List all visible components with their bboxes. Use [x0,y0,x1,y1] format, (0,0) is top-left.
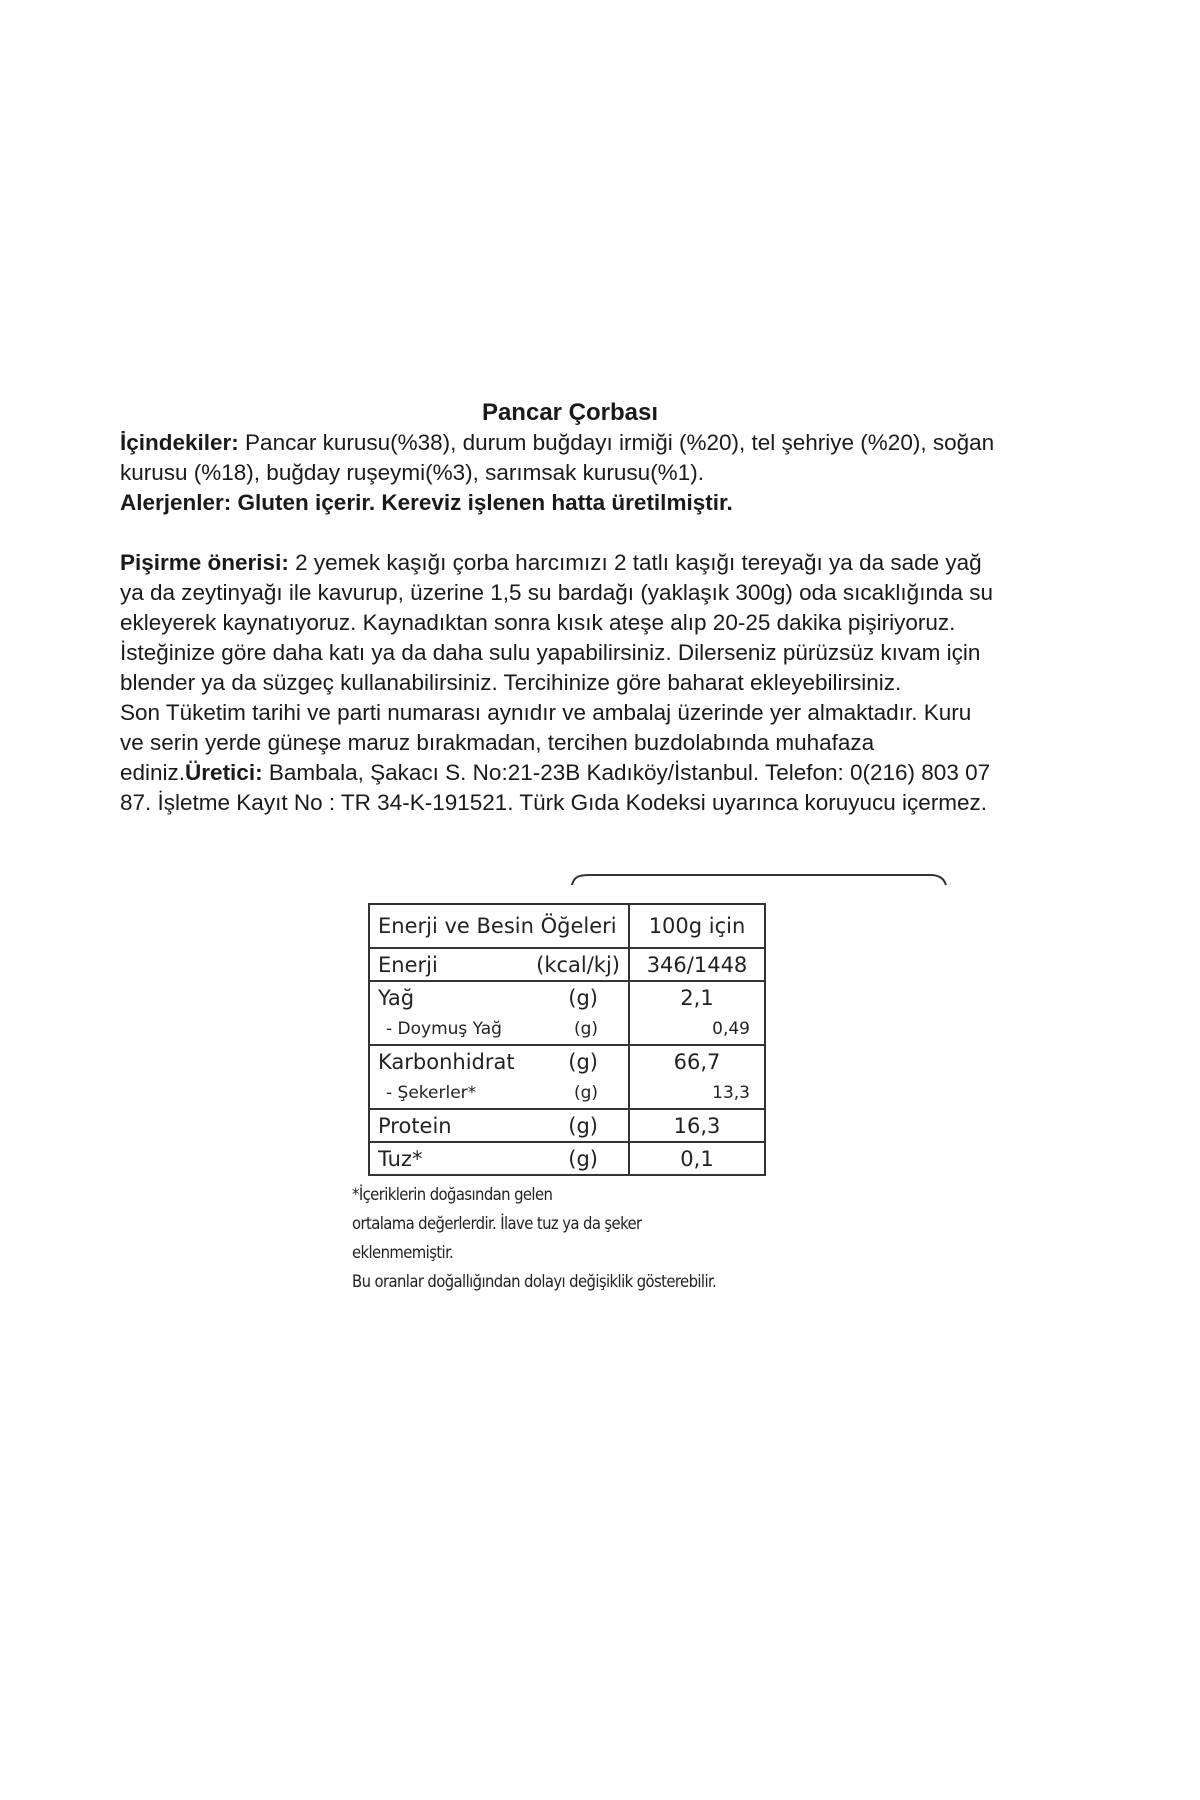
storage-text: Son Tüketim tarihi ve parti numarası aynıdır ve ambalaj üzerinde yer almaktadır. Kuru ve serin yerde güneşe maruz bırakmadan, tercihen buzdolabında muhafaza ediniz. [120,700,972,785]
nutrition-row: Karbonhidrat (g) 66,7 [369,1045,765,1077]
nutrition-row: Tuz* (g) 0,1 [369,1142,765,1175]
cooking-text: 2 yemek kaşığı çorba harcımızı 2 tatlı kaşığı tereyağı ya da sade yağ ya da zeytinyağı ile kavurup, üzerine 1,5 su bardağı (yaklaşık 300g) oda sıcaklığında su ekleyerek kaynatıyoruz. Kaynadıktan sonra kısık ateşe alıp 20-25 dakika pişiriyoruz. İsteğinize göre daha katı ya da daha sulu yapabilirsiniz. Dilerseniz pürüzsüz kıvam için blender ya da süzgeç kullanabilirsiniz. Tercihinize göre baharat ekleyebilirsiniz. [120,550,994,695]
ingredients-text: Pancar kurusu(%38), durum buğdayı irmiği (%20), tel şehriye (%20), soğan kurusu (%18), buğday ruşeymi(%3), sarımsak kurusu(%1). [120,430,995,485]
nutrition-table [368,903,766,1176]
nutrition-header-value: 100g için [629,904,765,948]
nutrition-row: Yağ (g) 2,1 [369,981,765,1013]
nutrition-footnote: *İçeriklerin doğasından gelen ortalama değerlerdir. İlave tuz ya da şeker eklenmemiştir. Bu oranlar doğallığından dolayı değişiklik gösterebilir. [352,1185,717,1291]
product-title: Pancar Çorbası [481,399,659,426]
storage-paragraph [120,698,1000,818]
package-edge-line [570,873,950,887]
allergens-text: Alerjenler: Gluten içerir. Kereviz işlenen hatta üretilmiştir. [120,490,733,515]
ingredients-paragraph [120,428,1000,488]
nutrition-row: Enerji (kcal/kj) 346/1448 [369,948,765,981]
producer-label: Üretici: [185,760,263,785]
producer-text: Bambala, Şakacı S. No:21-23B Kadıköy/İstanbul. Telefon: 0(216) 803 07 87. İşletme Kayıt No : TR 34-K-191521. Türk Gıda Kodeksi uyarınca koruyucu içermez. [120,760,991,815]
cooking-paragraph [120,548,1000,698]
product-label [120,398,1000,818]
nutrition-row: - Doymuş Yağ (g) 0,49 [369,1013,765,1045]
ingredients-label: İçindekiler: [120,430,239,455]
nutrition-header-row [369,904,765,948]
nutrition-row: - Şekerler* (g) 13,3 [369,1077,765,1109]
nutrition-row: Protein (g) 16,3 [369,1109,765,1142]
nutrition-header-label: Enerji ve Besin Öğeleri [369,904,629,948]
cooking-label: Pişirme önerisi: [120,550,289,575]
